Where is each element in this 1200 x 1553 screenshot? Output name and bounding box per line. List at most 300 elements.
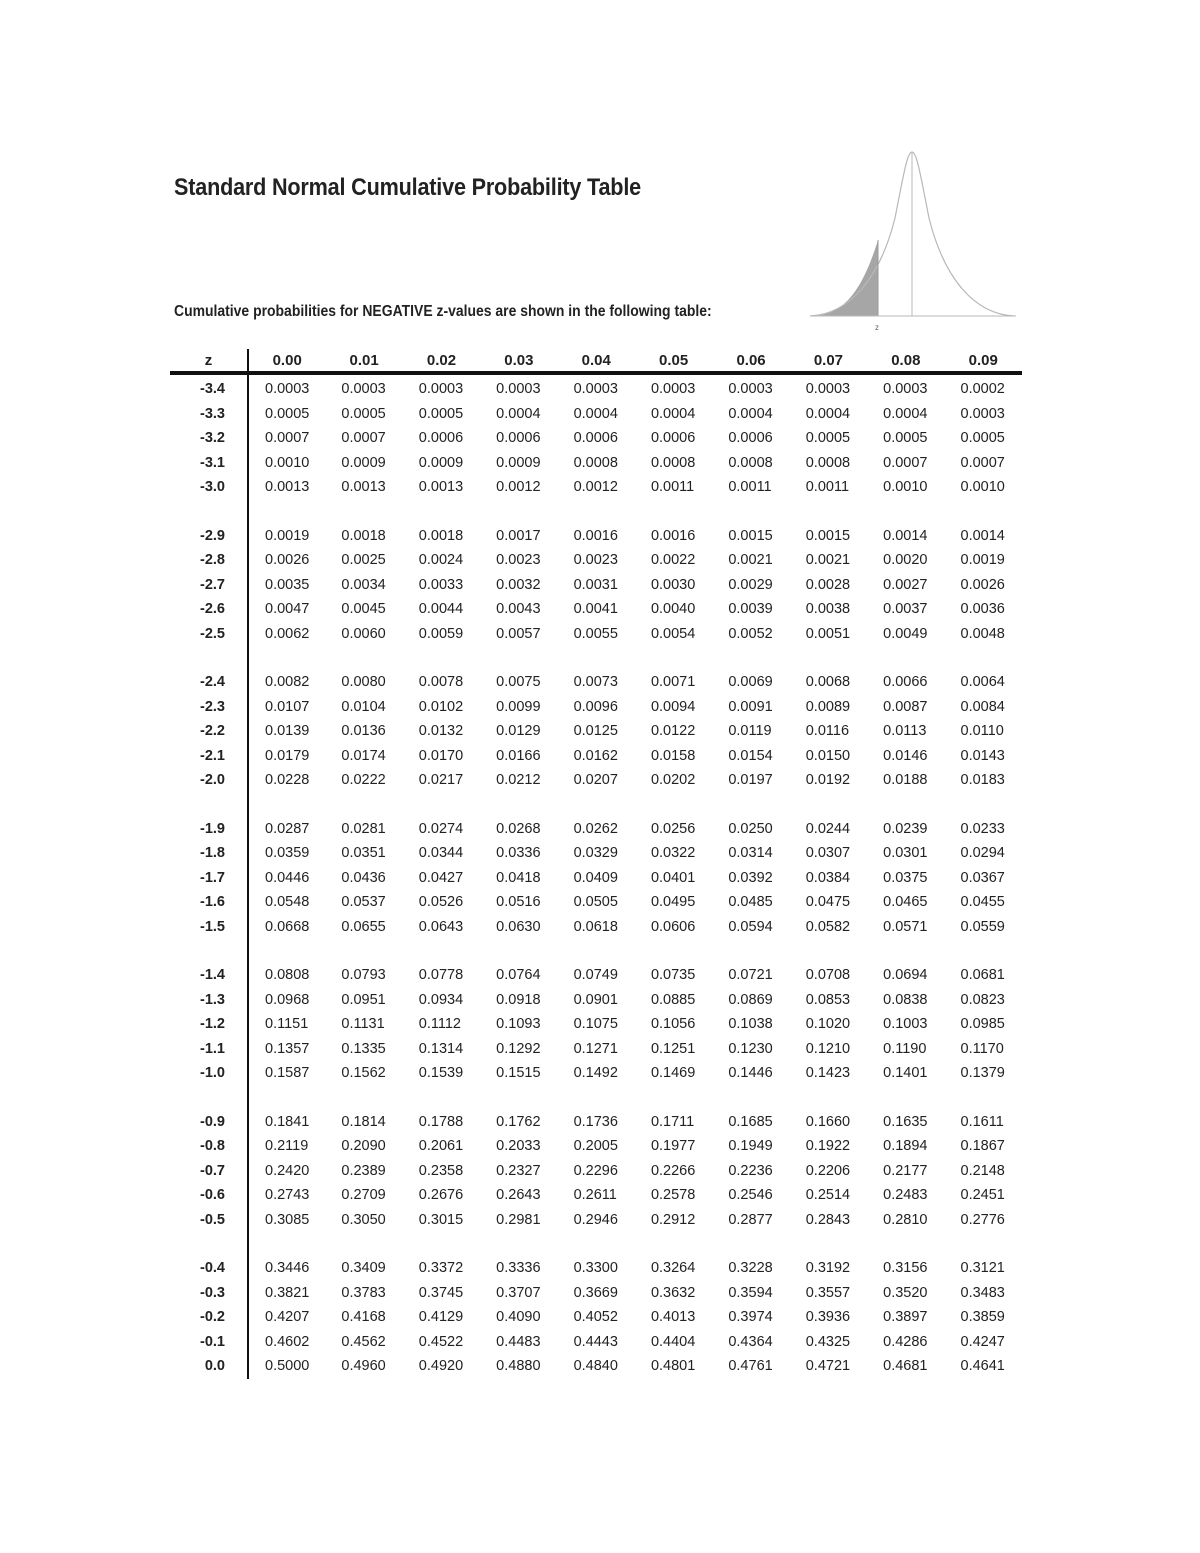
probability-cell: 0.1038 (728, 1016, 773, 1033)
probability-cell: 0.0418 (496, 869, 541, 886)
spacer-cell (170, 1232, 248, 1256)
shaded-tail-area (814, 240, 878, 316)
probability-cell: 0.0003 (496, 381, 541, 398)
table-row (170, 548, 1022, 573)
spacer-cell (248, 1232, 1022, 1256)
probability-cell: 0.0031 (573, 576, 618, 593)
probability-cell: 0.0606 (650, 918, 696, 935)
column-header: 0.07 (790, 349, 867, 373)
probability-cell: 0.1492 (573, 1065, 618, 1082)
probability-cell: 0.0322 (650, 845, 696, 862)
probability-cell: 0.0256 (650, 820, 696, 837)
probability-cell: 0.4761 (728, 1358, 773, 1375)
probability-cell: 0.0150 (805, 747, 851, 764)
probability-cell: 0.1539 (418, 1065, 464, 1082)
probability-cell: 0.0005 (883, 430, 928, 447)
probability-cell: 0.2420 (265, 1162, 310, 1179)
probability-cell: 0.2090 (341, 1138, 386, 1155)
z-value: 0.0 (170, 1354, 248, 1379)
probability-cell: 0.3821 (265, 1284, 310, 1301)
table-row (170, 1159, 1022, 1184)
z-value: -1.6 (170, 890, 248, 915)
probability-cell: 0.0158 (650, 747, 696, 764)
group-spacer (170, 939, 1022, 963)
probability-cell: 0.0329 (573, 845, 618, 862)
probability-cell: 0.0250 (728, 820, 773, 837)
table-row (170, 1281, 1022, 1306)
probability-cell: 0.0233 (960, 820, 1005, 837)
probability-cell: 0.2033 (496, 1138, 541, 1155)
probability-cell: 0.2327 (496, 1162, 541, 1179)
probability-cell: 0.0096 (573, 698, 618, 715)
probability-cell: 0.0281 (341, 820, 386, 837)
probability-cell: 0.0681 (960, 967, 1005, 984)
probability-cell: 0.0005 (418, 405, 464, 422)
table-row (170, 841, 1022, 866)
probability-cell: 0.1685 (728, 1113, 773, 1130)
probability-cell: 0.2946 (573, 1211, 618, 1228)
column-header: 0.04 (558, 349, 635, 373)
probability-cell: 0.0427 (418, 869, 464, 886)
probability-cell: 0.0003 (265, 381, 310, 398)
probability-cell: 0.3264 (650, 1260, 696, 1277)
z-value: -0.6 (170, 1183, 248, 1208)
probability-cell: 0.3372 (418, 1260, 464, 1277)
table-caption: Cumulative probabilities for NEGATIVE z-values are shown in the following table: (174, 303, 712, 320)
probability-cell: 0.0465 (883, 894, 928, 911)
probability-cell: 0.0038 (805, 601, 851, 618)
probability-cell: 0.0012 (496, 479, 541, 496)
z-value: -1.3 (170, 988, 248, 1013)
probability-cell: 0.5000 (265, 1358, 310, 1375)
probability-cell: 0.2206 (805, 1162, 851, 1179)
probability-cell: 0.4168 (341, 1309, 386, 1326)
probability-cell: 0.0183 (960, 772, 1005, 789)
probability-cell: 0.0043 (496, 601, 541, 618)
column-header: 0.03 (480, 349, 557, 373)
probability-cell: 0.0011 (728, 479, 772, 496)
table-row (170, 1330, 1022, 1355)
probability-cell: 0.2877 (728, 1211, 773, 1228)
z-value: -1.2 (170, 1012, 248, 1037)
spacer-cell (248, 939, 1022, 963)
probability-cell: 0.0179 (265, 747, 310, 764)
probability-cell: 0.0045 (341, 601, 386, 618)
probability-cell: 0.0009 (496, 454, 541, 471)
probability-cell: 0.0934 (418, 991, 464, 1008)
probability-cell: 0.2061 (418, 1138, 464, 1155)
probability-cell: 0.0066 (883, 674, 928, 691)
probability-cell: 0.3632 (650, 1284, 696, 1301)
spacer-cell (170, 646, 248, 670)
probability-cell: 0.0274 (418, 820, 464, 837)
z-value: -3.2 (170, 426, 248, 451)
probability-cell: 0.0694 (883, 967, 928, 984)
probability-cell: 0.0032 (496, 576, 541, 593)
probability-cell: 0.0039 (728, 601, 773, 618)
probability-cell: 0.0060 (341, 625, 386, 642)
probability-cell: 0.0023 (496, 552, 541, 569)
probability-cell: 0.0010 (883, 479, 928, 496)
z-table (170, 349, 1022, 1379)
probability-cell: 0.0084 (960, 698, 1005, 715)
probability-cell: 0.2843 (805, 1211, 851, 1228)
z-value: -3.1 (170, 451, 248, 476)
probability-cell: 0.0359 (265, 845, 310, 862)
z-value: -1.0 (170, 1061, 248, 1086)
probability-cell: 0.0985 (960, 1016, 1005, 1033)
probability-cell: 0.0017 (496, 527, 541, 544)
probability-cell: 0.3783 (341, 1284, 386, 1301)
probability-cell: 0.0548 (265, 894, 310, 911)
probability-cell: 0.0244 (805, 820, 851, 837)
probability-cell: 0.1841 (265, 1113, 310, 1130)
probability-cell: 0.4483 (496, 1333, 541, 1350)
table-row (170, 866, 1022, 891)
probability-cell: 0.3409 (341, 1260, 386, 1277)
probability-cell: 0.0026 (960, 576, 1005, 593)
z-value: -0.1 (170, 1330, 248, 1355)
probability-cell: 0.0019 (265, 527, 310, 544)
probability-cell: 0.3897 (883, 1309, 928, 1326)
probability-cell: 0.0307 (805, 845, 851, 862)
probability-cell: 0.0010 (265, 454, 310, 471)
probability-cell: 0.4602 (265, 1333, 310, 1350)
z-value: -0.4 (170, 1256, 248, 1281)
probability-cell: 0.4880 (496, 1358, 541, 1375)
probability-cell: 0.0287 (265, 820, 310, 837)
probability-cell: 0.0166 (496, 747, 541, 764)
probability-cell: 0.0028 (805, 576, 851, 593)
probability-cell: 0.4129 (418, 1309, 464, 1326)
z-value: -2.4 (170, 670, 248, 695)
probability-cell: 0.1660 (805, 1113, 851, 1130)
probability-cell: 0.0188 (883, 772, 928, 789)
probability-cell: 0.0107 (265, 698, 310, 715)
probability-cell: 0.1020 (805, 1016, 851, 1033)
probability-cell: 0.0024 (418, 552, 464, 569)
probability-cell: 0.3336 (496, 1260, 541, 1277)
probability-cell: 0.0003 (960, 405, 1005, 422)
probability-cell: 0.0526 (418, 894, 464, 911)
probability-cell: 0.0262 (573, 820, 618, 837)
probability-cell: 0.0064 (960, 674, 1005, 691)
probability-cell: 0.4920 (418, 1358, 464, 1375)
probability-cell: 0.1056 (650, 1016, 696, 1033)
probability-cell: 0.1335 (341, 1040, 386, 1057)
probability-cell: 0.0104 (341, 698, 386, 715)
probability-cell: 0.0146 (883, 747, 928, 764)
probability-cell: 0.1949 (728, 1138, 773, 1155)
z-value: -3.0 (170, 475, 248, 500)
probability-cell: 0.0006 (418, 430, 464, 447)
probability-cell: 0.0006 (496, 430, 541, 447)
probability-cell: 0.4404 (650, 1333, 696, 1350)
probability-cell: 0.0008 (573, 454, 618, 471)
probability-cell: 0.4247 (960, 1333, 1005, 1350)
probability-cell: 0.0006 (728, 430, 773, 447)
probability-cell: 0.0793 (341, 967, 386, 984)
probability-cell: 0.0197 (728, 772, 773, 789)
probability-cell: 0.0078 (418, 674, 464, 691)
probability-cell: 0.0008 (728, 454, 773, 471)
probability-cell: 0.3745 (418, 1284, 464, 1301)
probability-cell: 0.0004 (496, 405, 541, 422)
probability-cell: 0.0005 (265, 405, 310, 422)
probability-cell: 0.0057 (496, 625, 541, 642)
probability-cell: 0.0020 (883, 552, 928, 569)
column-header: 0.00 (248, 349, 325, 373)
probability-cell: 0.2005 (573, 1138, 618, 1155)
probability-cell: 0.0012 (573, 479, 618, 496)
probability-cell: 0.0068 (805, 674, 851, 691)
spacer-cell (170, 500, 248, 524)
probability-cell: 0.0040 (650, 601, 696, 618)
probability-cell: 0.0008 (805, 454, 851, 471)
probability-cell: 0.4681 (883, 1358, 928, 1375)
probability-cell: 0.3300 (573, 1260, 618, 1277)
column-header: 0.01 (325, 349, 402, 373)
z-value: -2.7 (170, 573, 248, 598)
probability-cell: 0.0062 (265, 625, 310, 642)
column-header: 0.06 (712, 349, 789, 373)
probability-cell: 0.0351 (341, 845, 386, 862)
table-row (170, 451, 1022, 476)
probability-cell: 0.2810 (883, 1211, 928, 1228)
probability-cell: 0.0025 (341, 552, 386, 569)
z-value: -1.1 (170, 1037, 248, 1062)
probability-cell: 0.0091 (728, 698, 773, 715)
probability-cell: 0.0116 (805, 723, 850, 740)
z-value: -0.3 (170, 1281, 248, 1306)
probability-cell: 0.0102 (418, 698, 464, 715)
probability-cell: 0.0004 (573, 405, 618, 422)
table-row (170, 426, 1022, 451)
probability-cell: 0.0485 (728, 894, 773, 911)
group-spacer (170, 793, 1022, 817)
probability-cell: 0.2296 (573, 1162, 618, 1179)
z-value: -2.3 (170, 695, 248, 720)
probability-cell: 0.0016 (573, 527, 618, 544)
probability-cell: 0.2981 (496, 1211, 541, 1228)
probability-cell: 0.4562 (341, 1333, 386, 1350)
page-title: Standard Normal Cumulative Probability Table (174, 174, 641, 201)
probability-cell: 0.0392 (728, 869, 773, 886)
probability-cell: 0.0122 (650, 723, 696, 740)
probability-cell: 0.0594 (728, 918, 773, 935)
probability-cell: 0.4364 (728, 1333, 773, 1350)
probability-cell: 0.0014 (960, 527, 1005, 544)
probability-cell: 0.1151 (265, 1016, 309, 1033)
probability-cell: 0.0003 (341, 381, 386, 398)
probability-cell: 0.0136 (341, 723, 386, 740)
table-row (170, 1134, 1022, 1159)
table-row (170, 890, 1022, 915)
table-row (170, 573, 1022, 598)
probability-cell: 0.0618 (573, 918, 618, 935)
probability-cell: 0.4522 (418, 1333, 464, 1350)
probability-cell: 0.1635 (883, 1113, 928, 1130)
probability-cell: 0.0013 (341, 479, 386, 496)
probability-cell: 0.0030 (650, 576, 696, 593)
probability-cell: 0.4013 (650, 1309, 696, 1326)
probability-cell: 0.1230 (728, 1040, 773, 1057)
z-value: -2.5 (170, 622, 248, 647)
probability-cell: 0.0018 (341, 527, 386, 544)
probability-cell: 0.0013 (265, 479, 310, 496)
probability-cell: 0.0217 (418, 772, 464, 789)
probability-cell: 0.1357 (265, 1040, 310, 1057)
z-value: -0.2 (170, 1305, 248, 1330)
probability-cell: 0.0021 (728, 552, 773, 569)
probability-cell: 0.4960 (341, 1358, 386, 1375)
probability-cell: 0.0016 (650, 527, 696, 544)
probability-cell: 0.0721 (728, 967, 773, 984)
table-row (170, 1305, 1022, 1330)
probability-cell: 0.0011 (805, 479, 850, 496)
table-row (170, 1208, 1022, 1233)
probability-cell: 0.3974 (728, 1309, 773, 1326)
z-value: -2.8 (170, 548, 248, 573)
header-row (170, 349, 1022, 373)
table-row (170, 768, 1022, 793)
probability-cell: 0.0009 (418, 454, 464, 471)
probability-cell: 0.4840 (573, 1358, 618, 1375)
probability-cell: 0.0044 (418, 601, 464, 618)
probability-cell: 0.0007 (960, 454, 1005, 471)
z-value: -2.6 (170, 597, 248, 622)
probability-cell: 0.0344 (418, 845, 464, 862)
probability-cell: 0.0139 (265, 723, 310, 740)
probability-cell: 0.0006 (650, 430, 696, 447)
probability-cell: 0.0537 (341, 894, 386, 911)
probability-cell: 0.0129 (496, 723, 541, 740)
probability-cell: 0.0401 (650, 869, 696, 886)
group-spacer (170, 500, 1022, 524)
probability-cell: 0.0010 (960, 479, 1005, 496)
z-value: -1.4 (170, 963, 248, 988)
probability-cell: 0.0049 (883, 625, 928, 642)
probability-cell: 0.0037 (883, 601, 928, 618)
table-row (170, 695, 1022, 720)
probability-cell: 0.0036 (960, 601, 1005, 618)
probability-cell: 0.0951 (341, 991, 386, 1008)
probability-cell: 0.2709 (341, 1187, 386, 1204)
probability-cell: 0.0778 (418, 967, 464, 984)
z-value: -0.7 (170, 1159, 248, 1184)
table-row (170, 622, 1022, 647)
probability-cell: 0.4207 (265, 1309, 310, 1326)
probability-cell: 0.1977 (650, 1138, 696, 1155)
probability-cell: 0.0495 (650, 894, 696, 911)
probability-cell: 0.0080 (341, 674, 386, 691)
z-value: -1.7 (170, 866, 248, 891)
z-value: -1.5 (170, 915, 248, 940)
table-row (170, 670, 1022, 695)
probability-cell: 0.1131 (341, 1016, 385, 1033)
probability-cell: 0.0004 (650, 405, 696, 422)
normal-curve-figure (810, 148, 1020, 338)
probability-cell: 0.2743 (265, 1187, 310, 1204)
probability-cell: 0.0048 (960, 625, 1005, 642)
probability-cell: 0.4721 (805, 1358, 851, 1375)
z-value: -0.8 (170, 1134, 248, 1159)
probability-cell: 0.0082 (265, 674, 310, 691)
probability-cell: 0.1292 (496, 1040, 541, 1057)
probability-cell: 0.3707 (496, 1284, 541, 1301)
probability-cell: 0.0384 (805, 869, 851, 886)
probability-cell: 0.1271 (573, 1040, 618, 1057)
z-column-header: z (170, 349, 248, 373)
probability-cell: 0.0212 (496, 772, 541, 789)
probability-cell: 0.0505 (573, 894, 618, 911)
column-header: 0.05 (635, 349, 712, 373)
z-value: -3.4 (170, 373, 248, 402)
probability-cell: 0.4801 (650, 1358, 696, 1375)
probability-cell: 0.0015 (805, 527, 851, 544)
probability-cell: 0.2177 (883, 1162, 928, 1179)
probability-cell: 0.2483 (883, 1187, 928, 1204)
probability-cell: 0.0011 (650, 479, 695, 496)
probability-cell: 0.1075 (573, 1016, 618, 1033)
probability-cell: 0.0808 (265, 967, 310, 984)
probability-cell: 0.3557 (805, 1284, 851, 1301)
probability-cell: 0.1762 (496, 1113, 541, 1130)
probability-cell: 0.0918 (496, 991, 541, 1008)
probability-cell: 0.0113 (883, 723, 927, 740)
probability-cell: 0.0005 (960, 430, 1005, 447)
table-row (170, 475, 1022, 500)
probability-cell: 0.2148 (960, 1162, 1005, 1179)
probability-cell: 0.1562 (341, 1065, 386, 1082)
probability-cell: 0.3050 (341, 1211, 386, 1228)
probability-cell: 0.0005 (341, 405, 386, 422)
probability-cell: 0.1922 (805, 1138, 851, 1155)
table-row (170, 1256, 1022, 1281)
probability-cell: 0.0174 (341, 747, 386, 764)
probability-cell: 0.0054 (650, 625, 696, 642)
probability-cell: 0.0668 (265, 918, 310, 935)
probability-cell: 0.1469 (650, 1065, 696, 1082)
probability-cell: 0.1867 (960, 1138, 1005, 1155)
probability-cell: 0.0202 (650, 772, 696, 789)
probability-cell: 0.0367 (960, 869, 1005, 886)
probability-cell: 0.4325 (805, 1333, 851, 1350)
spacer-cell (170, 1086, 248, 1110)
table-row (170, 1183, 1022, 1208)
probability-cell: 0.1401 (883, 1065, 928, 1082)
probability-cell: 0.0446 (265, 869, 310, 886)
probability-cell: 0.0071 (650, 674, 696, 691)
probability-cell: 0.1423 (805, 1065, 851, 1082)
z-value: -2.1 (170, 744, 248, 769)
spacer-cell (248, 793, 1022, 817)
probability-cell: 0.0516 (496, 894, 541, 911)
spacer-cell (170, 793, 248, 817)
probability-cell: 0.0170 (418, 747, 464, 764)
z-value: -2.0 (170, 768, 248, 793)
group-spacer (170, 1232, 1022, 1256)
probability-cell: 0.0885 (650, 991, 696, 1008)
probability-cell: 0.0132 (418, 723, 464, 740)
probability-cell: 0.0436 (341, 869, 386, 886)
spacer-cell (248, 1086, 1022, 1110)
probability-cell: 0.3446 (265, 1260, 310, 1277)
probability-cell: 0.0055 (573, 625, 618, 642)
probability-cell: 0.0003 (573, 381, 618, 398)
probability-cell: 0.0409 (573, 869, 618, 886)
probability-cell: 0.0869 (728, 991, 773, 1008)
